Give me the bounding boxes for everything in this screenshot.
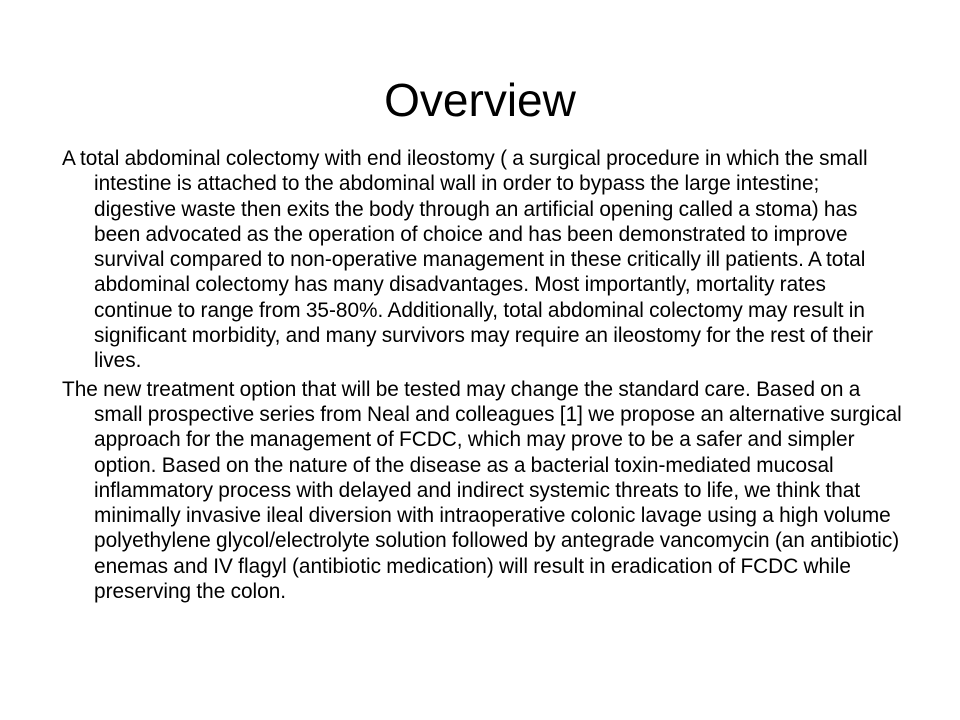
slide-body [62, 146, 902, 607]
body-paragraph-new-treatment: The new treatment option that will be tested may change the standard care. Based on a small prospective series from Neal and colleagues [1] we propose an alternative surgical approach for the management of FCDC, which may prove to be a safer and simpler option. Based on the nature of the disease as a bacterial toxin-mediated mucosal inflammatory process with delayed and indirect systemic threats to life, we think that minimally invasive ileal diversion with intraoperative colonic lavage using a high volume polyethylene glycol/electrolyte solution followed by antegrade vancomycin (an antibiotic) enemas and IV flagyl (antibiotic medication) will result in eradication of FCDC while preserving the colon. [62, 377, 902, 604]
slide-title: Overview [384, 74, 576, 126]
body-paragraph-colectomy: A total abdominal colectomy with end ileostomy ( a surgical procedure in which the small intestine is attached to the abdominal wall in order to bypass the large intestine; digestive waste then exits the body through an artificial opening called a stoma) has been advocated as the operation of choice and has been demonstrated to improve survival compared to non-operative management in these critically ill patients. A total abdominal colectomy has many disadvantages. Most importantly, mortality rates continue to range from 35-80%. Additionally, total abdominal colectomy may result in significant morbidity, and many survivors may require an ileostomy for the rest of their lives. [62, 147, 874, 373]
